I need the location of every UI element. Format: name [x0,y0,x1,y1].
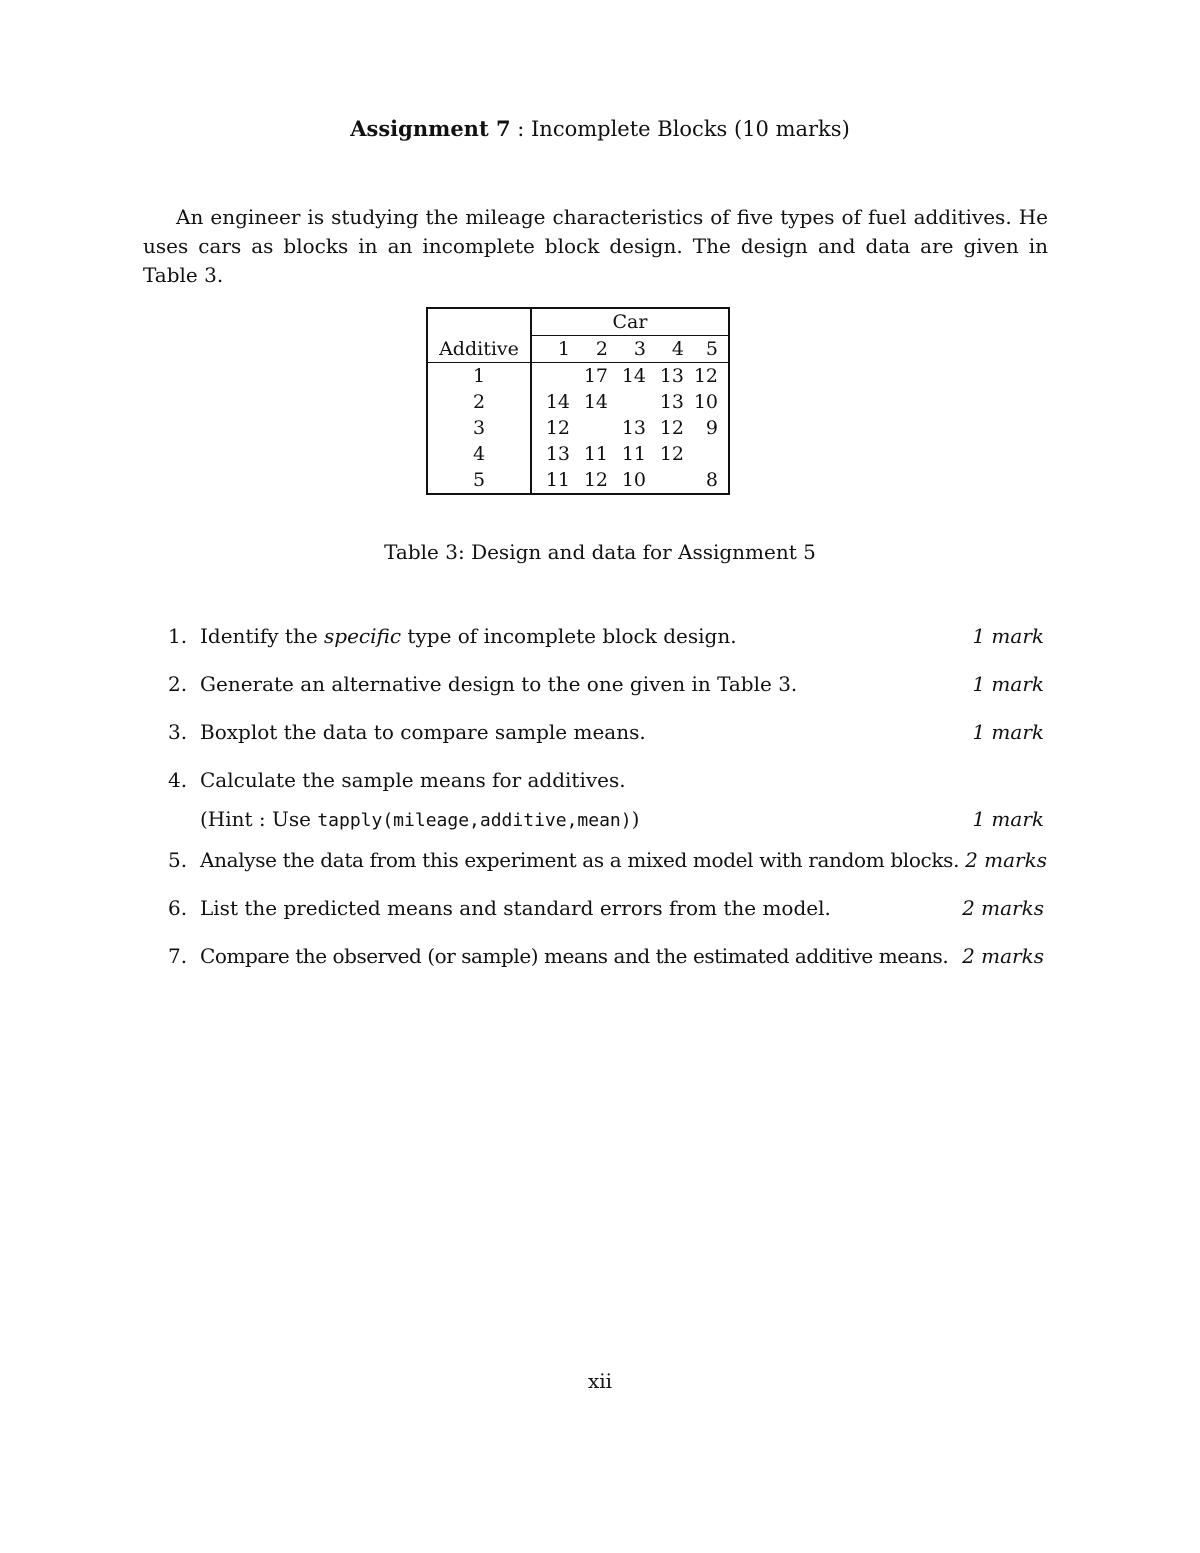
assignment-title-bold: Assignment 7 [350,116,511,141]
table-cell: 13 [545,443,570,465]
table-row [427,467,729,494]
table-column-header-row [427,336,729,363]
question-hint-code: tapply(mileage,additive,mean) [317,810,632,831]
question-hint-line [200,805,1044,835]
question-body [200,846,1047,875]
question-number: 3. [168,720,188,744]
question-number: 4. [168,768,188,792]
table-cell: 13 [621,417,646,439]
question-item [168,766,1044,835]
table-row [427,415,729,441]
table-cell: 10 [621,469,646,491]
intro-paragraph: An engineer is studying the mileage characteristics of five types of fuel additives. He uses cars as blocks in an incomplete block design. The design and data are given in Table 3. [143,205,1048,287]
table-cell: 10 [693,391,718,413]
table-cell [531,363,570,390]
question-number: 6. [168,896,188,920]
page-number: xii [587,1369,613,1393]
table-corner-cell [427,308,531,336]
question-item [168,718,1044,747]
question-body [200,766,1044,835]
question-text-part: type of incomplete block design. [401,624,737,648]
table-row-label: 4 [427,441,531,467]
table-row-label: 3 [427,415,531,441]
question-body [200,894,1044,923]
table-column-header: 4 [646,336,684,363]
table-cell: 9 [705,417,718,439]
question-body [200,718,1044,747]
assignment-title [0,116,1200,141]
table-cell: 14 [621,365,646,387]
question-number: 2. [168,672,188,696]
table-cell: 12 [659,417,684,439]
table-caption: Table 3: Design and data for Assignment 5 [384,540,816,564]
question-text: List the predicted means and standard errors from the model. [200,896,831,920]
question-text: Analyse the data from this experiment as a mixed model with random blocks. [200,848,960,872]
question-hint-text: ) [631,807,640,831]
question-item [168,846,1047,875]
table-row-label: 2 [427,389,531,415]
design-data-table [426,307,730,495]
question-item [168,622,1044,651]
table-cell: 13 [659,365,684,387]
question-number: 1. [168,624,188,648]
question-body [200,670,1044,699]
table-block-header: Car [531,308,729,336]
table-column-header: 2 [570,336,608,363]
table-cell: 12 [545,417,570,439]
question-text: Compare the observed (or sample) means and the estimated additive means. [200,944,949,968]
table-row [427,441,729,467]
question-number: 5. [168,848,188,872]
question-marks: 2 marks [962,896,1044,920]
question-item [168,942,1044,971]
table-cell: 14 [545,391,570,413]
table-cell [646,467,684,494]
question-body [200,942,1044,971]
question-body [200,622,1044,651]
table-cell: 13 [659,391,684,413]
question-text: Generate an alternative design to the one given in Table 3. [200,672,798,696]
question-marks: 2 marks [962,944,1044,968]
table-column-header: 5 [684,336,729,363]
table-cell: 12 [693,365,718,387]
table-cell: 12 [659,443,684,465]
table-row-label: 5 [427,467,531,494]
question-hint [200,805,639,835]
question-item [168,894,1044,923]
question-hint-text: (Hint : Use [200,807,318,831]
table-column-header: 3 [608,336,646,363]
question-text-line [200,766,1044,795]
question-marks: 1 mark [972,672,1044,696]
question-text [200,622,737,651]
table-cell: 14 [583,391,608,413]
question-text: Boxplot the data to compare sample means. [200,720,646,744]
question-marks: 1 mark [972,807,1044,831]
question-marks: 1 mark [972,624,1044,648]
question-text-part: Identify the [200,624,325,648]
question-emphasis: specific [324,624,402,648]
question-number: 7. [168,944,188,968]
table-block-header-row [427,308,729,336]
table-cell: 12 [583,469,608,491]
table-row [427,389,729,415]
question-marks: 2 marks [965,848,1047,872]
question-item [168,670,1044,699]
assignment-title-rest: : Incomplete Blocks (10 marks) [510,117,850,141]
table-row-header: Additive [427,336,531,363]
table-cell [570,415,608,441]
question-marks: 1 mark [972,720,1044,744]
table-cell: 17 [583,365,608,387]
question-text: Calculate the sample means for additives. [200,768,626,792]
table-cell: 11 [583,443,608,465]
table-cell: 11 [545,469,570,491]
table-row-label: 1 [427,363,531,390]
question-list [168,622,1047,990]
table-column-header: 1 [531,336,570,363]
table-row [427,363,729,390]
table-cell [608,389,646,415]
table-cell: 11 [621,443,646,465]
table-cell: 8 [705,469,718,491]
table-cell [684,441,729,467]
